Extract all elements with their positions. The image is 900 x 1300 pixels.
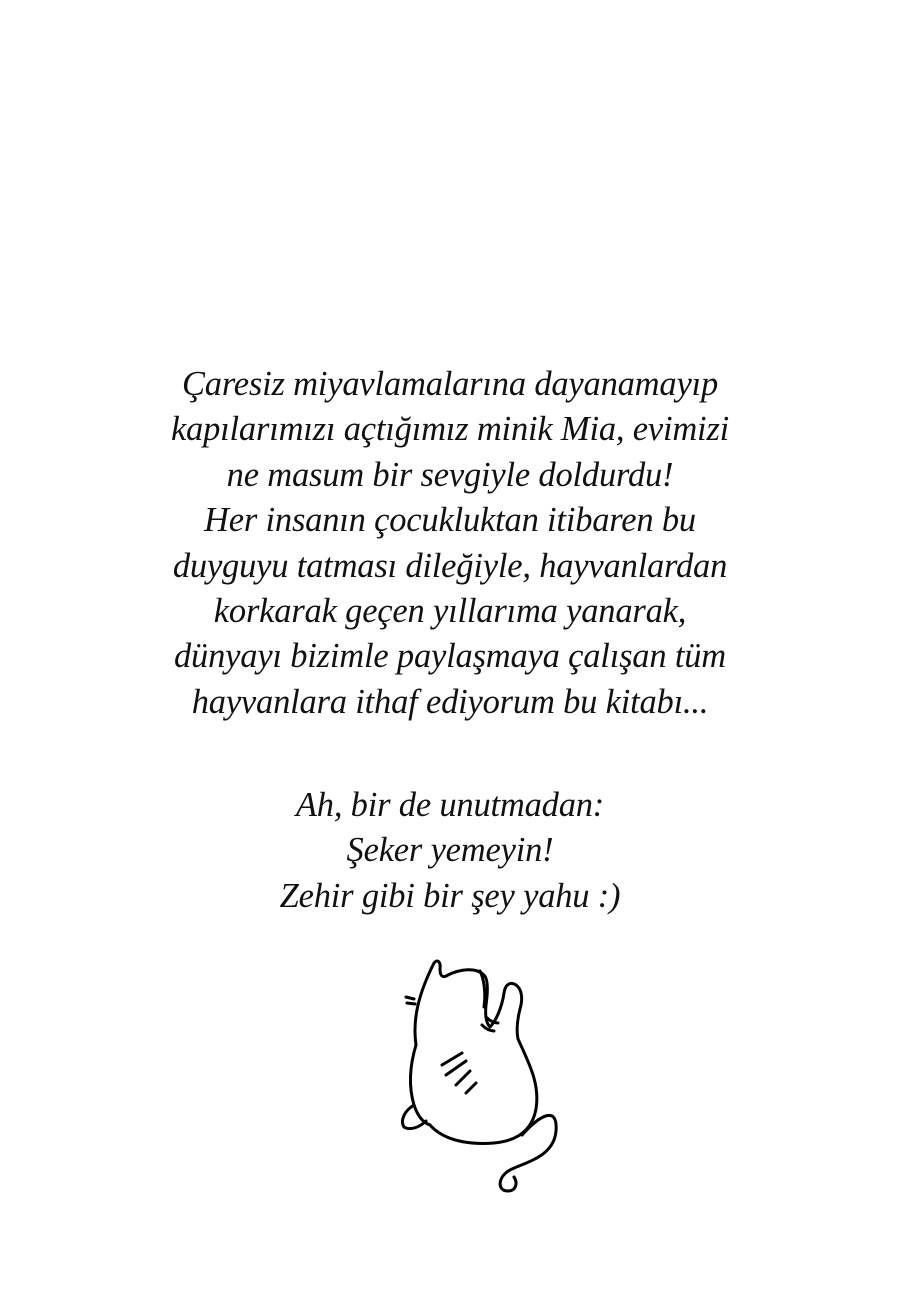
dedication-line: hayvanlara ithaf ediyorum bu kitabı... [191, 682, 709, 721]
postscript-line: Ah, bir de unutmadan: [295, 786, 605, 824]
cat-fur [466, 1083, 476, 1093]
dedication-text [100, 362, 800, 725]
dedication-line: duyguyu tatması dileğiyle, hayvanlardan [172, 546, 728, 585]
dedication-line: korkarak geçen yıllarıma yanarak, [213, 592, 687, 631]
cat-fur [442, 1053, 462, 1065]
cat-fur [446, 1061, 466, 1075]
dedication-line: Çaresiz miyavlamalarına dayanamayıp [181, 365, 718, 403]
dedication-line: kapılarımızı açtığımız minik Mia, evimizi [170, 410, 730, 449]
cat-body [410, 1045, 430, 1125]
dedication-line: dünyayı bizimle paylaşmaya çalışan tüm [174, 637, 726, 676]
dedication-line: Her insanın çocukluktan itibaren bu [204, 501, 696, 540]
cat-whisker [407, 1003, 415, 1004]
cat-whisker [406, 997, 414, 999]
postscript-line: Zehir gibi bir şey yahu :) [279, 876, 621, 915]
postscript-text [100, 783, 800, 919]
cat-tail [500, 1115, 556, 1191]
cat-body [430, 1039, 537, 1143]
cat-icon [390, 955, 570, 1200]
postscript-line: Şeker yemeyin! [346, 831, 554, 870]
dedication-line: ne masum bir sevgiyle doldurdu! [226, 455, 674, 494]
cat-fur [456, 1071, 470, 1085]
cat-head [415, 961, 490, 1045]
